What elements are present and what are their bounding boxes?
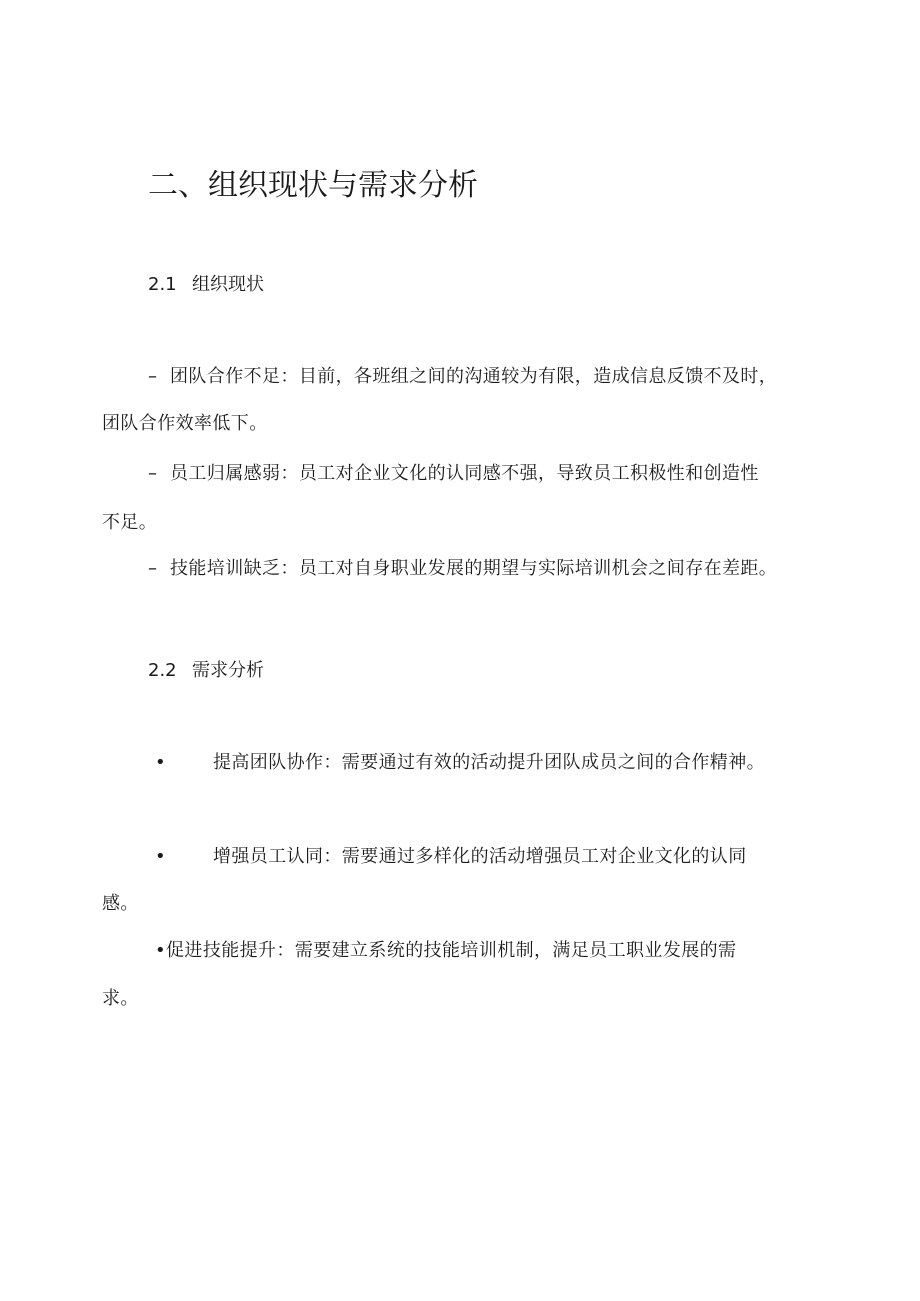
subsection-number: 2.2 xyxy=(148,660,177,681)
need-item-skills-continuation: 求。 xyxy=(102,988,139,1009)
need-item-identity: 增强员工认同：需要通过多样化的活动增强员工对企业文化的认同 xyxy=(213,846,747,867)
item-label: 团队合作不足： xyxy=(170,366,299,387)
need-item-skills xyxy=(155,936,736,966)
status-item-teamwork-continuation: 团队合作效率低下。 xyxy=(102,413,268,434)
subsection-title: 组织现状 xyxy=(192,274,264,295)
item-text: 员工对企业文化的认同感不强，导致员工积极性和创造性 xyxy=(298,463,759,484)
status-item-teamwork xyxy=(148,362,777,392)
item-label: 员工归属感弱： xyxy=(170,463,299,484)
item-text: 促进技能提升：需要建立系统的技能培训机制，满足员工职业发展的需 xyxy=(166,940,737,961)
status-item-belonging xyxy=(148,459,759,489)
dash-marker: – xyxy=(148,558,158,579)
status-item-belonging-continuation: 不足。 xyxy=(102,512,158,533)
section-title: 二、组织现状与需求分析 xyxy=(148,168,478,203)
item-text: 员工对自身职业发展的期望与实际培训机会之间存在差距。 xyxy=(298,558,778,579)
need-item-identity-continuation: 感。 xyxy=(102,893,139,914)
subsection-number: 2.1 xyxy=(148,274,177,295)
need-item-bullet-1: • xyxy=(155,752,167,773)
subsection-heading-current-status xyxy=(148,270,264,300)
status-item-training xyxy=(148,554,777,584)
dash-marker: – xyxy=(148,366,158,387)
bullet-marker: • xyxy=(155,940,167,961)
subsection-title: 需求分析 xyxy=(192,660,264,681)
need-item-teamwork: 提高团队协作：需要通过有效的活动提升团队成员之间的合作精神。 xyxy=(213,752,765,773)
subsection-heading-needs-analysis xyxy=(148,656,264,686)
item-text: 目前，各班组之间的沟通较为有限，造成信息反馈不及时， xyxy=(298,366,778,387)
dash-marker: – xyxy=(148,463,158,484)
item-label: 技能培训缺乏： xyxy=(170,558,299,579)
need-item-bullet-2: • xyxy=(155,846,167,867)
